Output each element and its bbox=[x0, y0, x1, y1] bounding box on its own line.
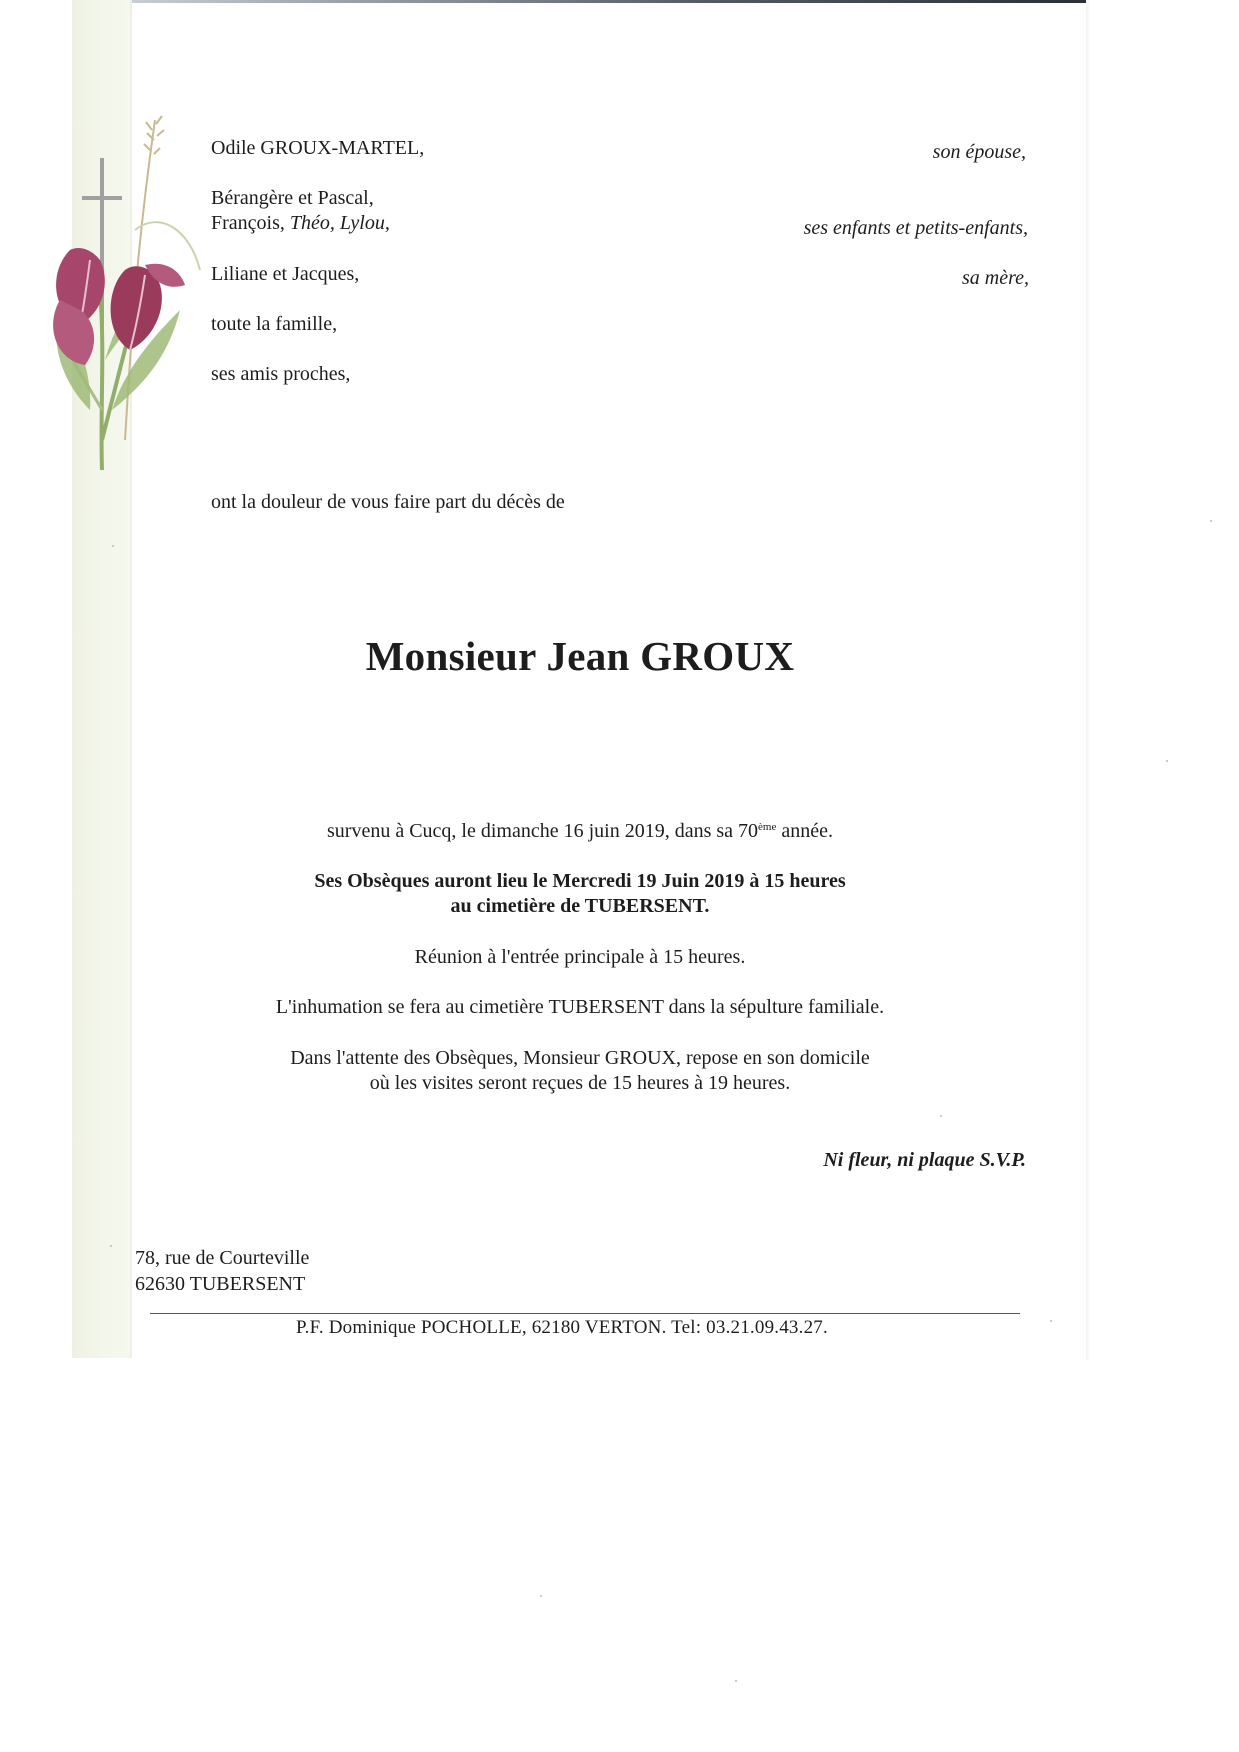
cross-and-lilies-illustration bbox=[30, 110, 210, 480]
death-notice bbox=[0, 819, 1160, 844]
children-line-2 bbox=[211, 211, 390, 235]
children-names-plain: François, bbox=[211, 212, 290, 234]
scan-speck bbox=[735, 1680, 737, 1682]
death-ordinal-suffix: ème bbox=[758, 821, 777, 833]
footer-divider bbox=[150, 1313, 1020, 1314]
scan-speck bbox=[940, 1115, 942, 1117]
visits-line-2: où les visites seront reçues de 15 heures à 19 heures. bbox=[369, 1072, 791, 1094]
children-line-1: Bérangère et Pascal, bbox=[211, 187, 374, 209]
home-address bbox=[135, 1245, 309, 1297]
scan-speck bbox=[1166, 760, 1168, 762]
deceased-name: Monsieur Jean GROUX bbox=[365, 633, 795, 679]
burial-text: L'inhumation se fera au cimetière TUBERSENT dans la sépulture familiale. bbox=[275, 996, 885, 1018]
scan-speck bbox=[110, 1245, 112, 1247]
visits-line-1: Dans l'attente des Obsèques, Monsieur GROUX, repose en son domicile bbox=[290, 1047, 870, 1069]
scan-top-edge bbox=[100, 0, 1090, 3]
mother-name: Liliane et Jacques, bbox=[211, 263, 360, 285]
page-right-shadow bbox=[1086, 0, 1090, 1360]
meeting-text: Réunion à l'entrée principale à 15 heures. bbox=[414, 946, 746, 968]
scan-speck bbox=[112, 545, 114, 547]
no-flowers-notice: Ni fleur, ni plaque S.V.P. bbox=[823, 1149, 1026, 1171]
funeral-line-1: Ses Obsèques auront lieu le Mercredi 19 Juin 2019 à 15 heures bbox=[314, 870, 846, 892]
address-city: 62630 TUBERSENT bbox=[135, 1273, 306, 1295]
scan-speck bbox=[540, 1595, 542, 1597]
family-line: toute la famille, bbox=[211, 313, 338, 335]
funeral-director-footer: P.F. Dominique POCHOLLE, 62180 VERTON. Tel: 03.21.09.43.27. bbox=[296, 1317, 828, 1338]
funeral-line-2: au cimetière de TUBERSENT. bbox=[450, 895, 710, 917]
death-text-end: année. bbox=[776, 820, 833, 842]
grandchildren-names: Théo, Lylou, bbox=[289, 212, 390, 234]
scan-speck bbox=[1050, 1320, 1052, 1322]
friends-line: ses amis proches, bbox=[211, 363, 351, 385]
scan-speck bbox=[1210, 520, 1212, 522]
address-street: 78, rue de Courteville bbox=[135, 1247, 310, 1269]
spouse-relation: son épouse, bbox=[932, 141, 1026, 163]
death-text: survenu à Cucq, le dimanche 16 juin 2019, dans sa 70 bbox=[327, 820, 759, 842]
announcement-text: ont la douleur de vous faire part du décès de bbox=[211, 491, 565, 513]
mother-relation: sa mère, bbox=[961, 267, 1029, 289]
children-relation: ses enfants et petits-enfants, bbox=[803, 217, 1028, 239]
spouse-name: Odile GROUX-MARTEL, bbox=[211, 137, 425, 159]
